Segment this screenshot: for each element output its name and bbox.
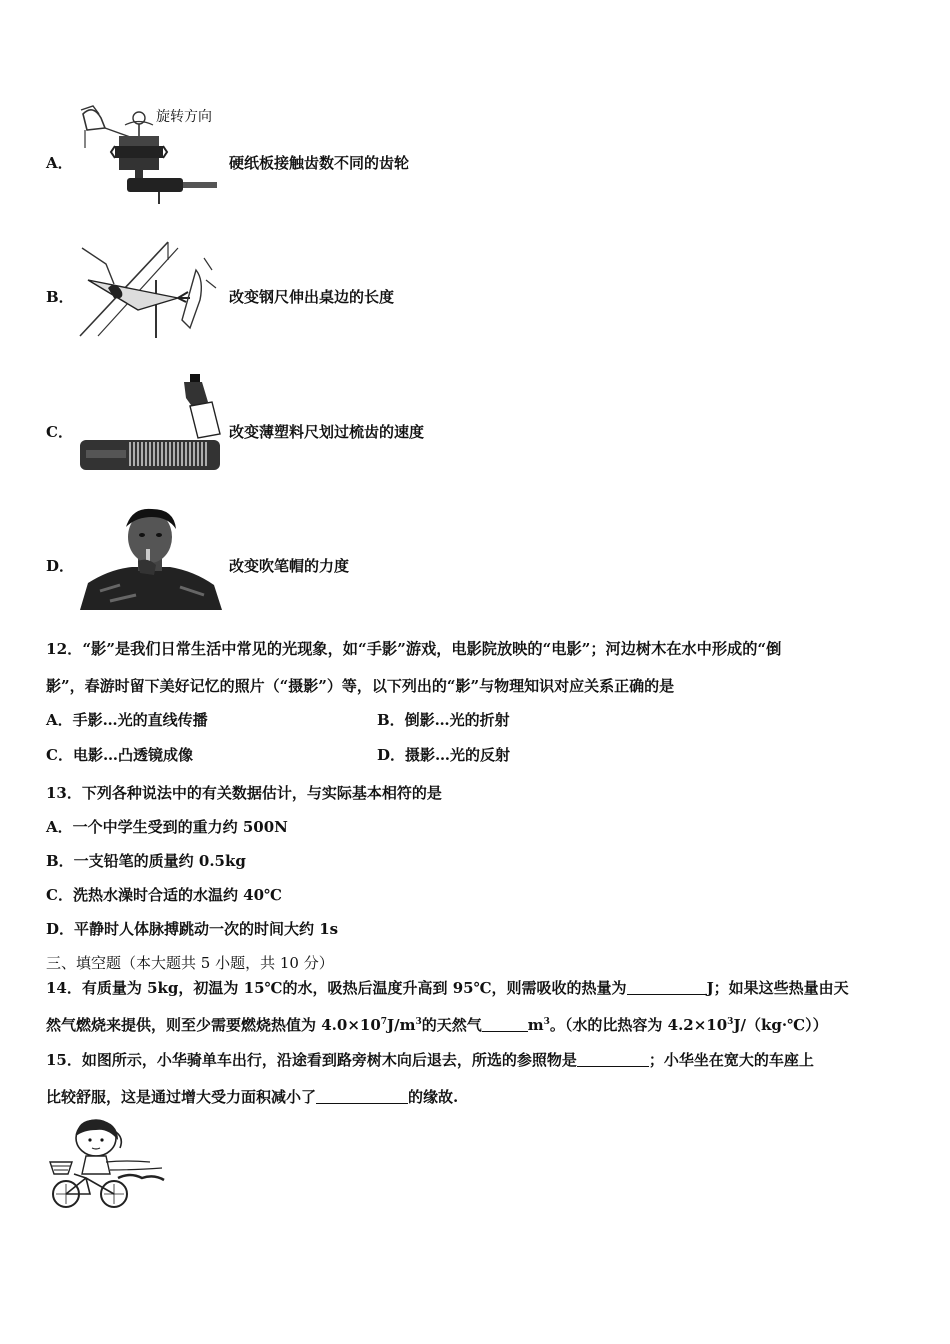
q14-text-d: J/m: [387, 1016, 416, 1034]
option-a-letter: A．: [46, 154, 73, 172]
option-d-text: 改变吹笔帽的力度: [229, 557, 350, 575]
q15-text-a: 15．如图所示，小华骑单车出行，沿途看到路旁树木向后退去，所选的参照物是: [46, 1051, 577, 1069]
girl-on-bicycle-figure: [46, 1118, 166, 1210]
q15-blank-reference[interactable]: [577, 1052, 649, 1067]
rotation-direction-caption: 旋转方向: [156, 109, 212, 125]
q14-text-f: m: [527, 1016, 544, 1034]
q12-stem-line1: 12．“影”是我们日常生活中常见的光现象，如“手影”游戏，电影院放映的“电影”；河边树木在水中形成的“倒: [46, 640, 782, 658]
section-title: 三、填空题（本大题共 5 小题，共 10 分）: [46, 954, 334, 972]
q13-option-a: A．一个中学生受到的重力约 500N: [46, 818, 288, 836]
q13-option-b: B．一支铅笔的质量约 0.5kg: [46, 852, 246, 870]
q14-exp3: 3: [543, 1017, 550, 1027]
steel-ruler-figure: [78, 240, 223, 340]
option-b-text: 改变钢尺伸出桌边的长度: [229, 288, 395, 306]
q14-blank-volume[interactable]: [482, 1017, 528, 1032]
q13-stem: 13．下列各种说法中的有关数据估计，与实际基本相符的是: [46, 784, 442, 802]
q15-line2: [46, 1086, 458, 1107]
q15-text-d: 的缘故.: [408, 1088, 459, 1106]
q14-text-a: 14．有质量为 5kg，初温为 15℃的水，吸热后温度升高到 95℃，则需吸收的热量为: [46, 979, 627, 997]
q15-text-b: ；小华坐在宽大的车座上: [648, 1051, 814, 1069]
q14-text-g: 。（水的比热容为 4.2×10: [549, 1016, 728, 1034]
q14-text-e: 的天然气: [421, 1016, 482, 1034]
option-d-letter: D．: [46, 557, 75, 575]
q12-option-c: C．电影…凸透镜成像: [46, 746, 193, 764]
q14-exp4: 3: [727, 1017, 734, 1027]
q12-option-b: B．倒影…光的折射: [377, 711, 510, 729]
q15-blank-pressure[interactable]: [316, 1089, 408, 1104]
q12-stem-line2: 影”，春游时留下美好记忆的照片（“摄影”）等，以下列出的“影”与物理知识对应关系正确的是: [46, 677, 675, 695]
q14-line2: [46, 1014, 828, 1035]
boy-blowing-cap-figure: [80, 505, 222, 610]
q14-blank-heat[interactable]: [627, 980, 707, 995]
q12-option-d: D．摄影…光的反射: [377, 746, 511, 764]
q14-text-h: J/（kg·℃））: [733, 1016, 828, 1034]
q15-text-c: 比较舒服，这是通过增大受力面积减小了: [46, 1088, 317, 1106]
option-c-text: 改变薄塑料尺划过梳齿的速度: [229, 423, 425, 441]
q14-text-b: J；如果这些热量由天: [706, 979, 849, 997]
option-b-letter: B．: [46, 288, 74, 306]
q14-line1: [46, 977, 849, 998]
q12-option-a: A．手影…光的直线传播: [46, 711, 208, 729]
q15-line1: [46, 1049, 814, 1070]
q14-exp1: 7: [380, 1017, 388, 1027]
q13-option-c: C．洗热水澡时合适的水温约 40℃: [46, 886, 283, 904]
q14-text-c: 然气燃烧来提供，则至少需要燃烧热值为 4.0×10: [46, 1016, 381, 1034]
q13-option-d: D．平静时人体脉搏跳动一次的时间大约 1s: [46, 920, 339, 938]
q14-exp2: 3: [415, 1017, 422, 1027]
option-a-text: 硬纸板接触齿数不同的齿轮: [229, 154, 410, 172]
comb-ruler-figure: [78, 372, 223, 472]
option-c-letter: C．: [46, 423, 73, 441]
